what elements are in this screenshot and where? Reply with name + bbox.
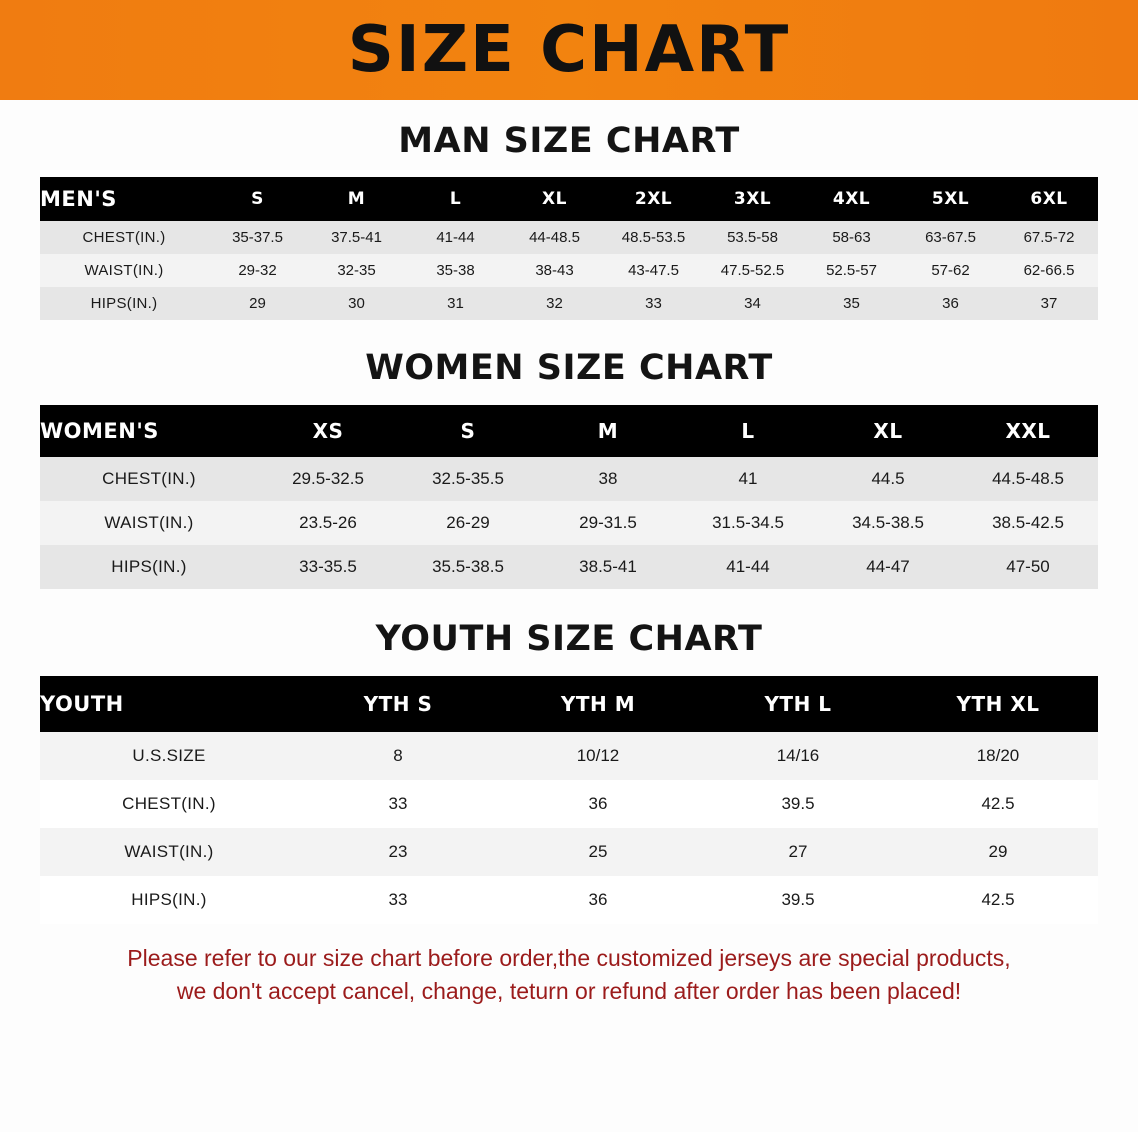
table-cell: 67.5-72 <box>1000 221 1098 254</box>
table-cell: 38.5-42.5 <box>958 501 1098 545</box>
row-label: HIPS(IN.) <box>40 545 258 589</box>
youth-header-label: YOUTH <box>40 676 298 732</box>
table-cell: 36 <box>498 876 698 924</box>
table-header-row <box>40 405 1098 457</box>
table-cell: 37.5-41 <box>307 221 406 254</box>
table-cell: 42.5 <box>898 876 1098 924</box>
page-banner <box>0 0 1138 100</box>
table-cell: 32-35 <box>307 254 406 287</box>
table-cell: 38 <box>538 457 678 501</box>
table-row <box>40 732 1098 780</box>
table-cell: 33-35.5 <box>258 545 398 589</box>
youth-header-cell: YTH S <box>298 676 498 732</box>
table-header-row <box>40 177 1098 221</box>
table-cell: 27 <box>698 828 898 876</box>
policy-note-line-1: Please refer to our size chart before order,the customized jerseys are special products, <box>127 945 1011 971</box>
table-cell: 29-32 <box>208 254 307 287</box>
table-cell: 35-37.5 <box>208 221 307 254</box>
table-cell: 29 <box>898 828 1098 876</box>
table-cell: 32 <box>505 287 604 320</box>
table-cell: 25 <box>498 828 698 876</box>
table-row <box>40 287 1098 320</box>
table-cell: 48.5-53.5 <box>604 221 703 254</box>
table-row <box>40 828 1098 876</box>
table-cell: 44.5 <box>818 457 958 501</box>
row-label: WAIST(IN.) <box>40 254 208 287</box>
table-cell: 8 <box>298 732 498 780</box>
table-row <box>40 254 1098 287</box>
table-cell: 41 <box>678 457 818 501</box>
table-cell: 31.5-34.5 <box>678 501 818 545</box>
table-cell: 35.5-38.5 <box>398 545 538 589</box>
man-section-title: MAN SIZE CHART <box>398 121 740 161</box>
table-cell: 34 <box>703 287 802 320</box>
women-size-table <box>40 405 1098 589</box>
women-table-wrap <box>0 405 1138 589</box>
youth-header-cell: YTH XL <box>898 676 1098 732</box>
table-cell: 33 <box>298 876 498 924</box>
table-cell: 44-48.5 <box>505 221 604 254</box>
table-cell: 39.5 <box>698 780 898 828</box>
table-cell: 47.5-52.5 <box>703 254 802 287</box>
men-header-cell: 2XL <box>604 177 703 221</box>
table-cell: 37 <box>1000 287 1098 320</box>
table-cell: 36 <box>901 287 1000 320</box>
table-cell: 63-67.5 <box>901 221 1000 254</box>
table-cell: 62-66.5 <box>1000 254 1098 287</box>
table-cell: 42.5 <box>898 780 1098 828</box>
table-cell: 29.5-32.5 <box>258 457 398 501</box>
table-cell: 53.5-58 <box>703 221 802 254</box>
table-cell: 18/20 <box>898 732 1098 780</box>
table-cell: 33 <box>604 287 703 320</box>
women-header-cell: XS <box>258 405 398 457</box>
row-label: WAIST(IN.) <box>40 501 258 545</box>
table-cell: 31 <box>406 287 505 320</box>
men-header-cell: L <box>406 177 505 221</box>
row-label: HIPS(IN.) <box>40 287 208 320</box>
row-label: HIPS(IN.) <box>40 876 298 924</box>
table-cell: 36 <box>498 780 698 828</box>
table-cell: 52.5-57 <box>802 254 901 287</box>
table-cell: 44-47 <box>818 545 958 589</box>
table-cell: 43-47.5 <box>604 254 703 287</box>
page-title: SIZE CHART <box>347 13 791 87</box>
table-cell: 44.5-48.5 <box>958 457 1098 501</box>
table-cell: 41-44 <box>406 221 505 254</box>
table-cell: 35 <box>802 287 901 320</box>
men-header-cell: M <box>307 177 406 221</box>
women-section-title: WOMEN SIZE CHART <box>365 348 773 388</box>
table-cell: 33 <box>298 780 498 828</box>
men-header-cell: 3XL <box>703 177 802 221</box>
table-cell: 38-43 <box>505 254 604 287</box>
women-header-cell: L <box>678 405 818 457</box>
table-cell: 32.5-35.5 <box>398 457 538 501</box>
row-label: CHEST(IN.) <box>40 457 258 501</box>
table-cell: 14/16 <box>698 732 898 780</box>
table-cell: 34.5-38.5 <box>818 501 958 545</box>
row-label: WAIST(IN.) <box>40 828 298 876</box>
table-cell: 23.5-26 <box>258 501 398 545</box>
men-header-cell: 4XL <box>802 177 901 221</box>
table-cell: 29-31.5 <box>538 501 678 545</box>
table-row <box>40 780 1098 828</box>
men-header-cell: XL <box>505 177 604 221</box>
table-row <box>40 457 1098 501</box>
men-header-cell: 6XL <box>1000 177 1098 221</box>
women-header-cell: M <box>538 405 678 457</box>
men-header-label: MEN'S <box>40 177 208 221</box>
policy-note <box>34 942 1104 1007</box>
table-row <box>40 221 1098 254</box>
table-cell: 41-44 <box>678 545 818 589</box>
row-label: U.S.SIZE <box>40 732 298 780</box>
table-cell: 30 <box>307 287 406 320</box>
women-header-cell: S <box>398 405 538 457</box>
table-header-row <box>40 676 1098 732</box>
table-cell: 47-50 <box>958 545 1098 589</box>
table-cell: 39.5 <box>698 876 898 924</box>
youth-header-cell: YTH M <box>498 676 698 732</box>
women-header-cell: XL <box>818 405 958 457</box>
man-table-wrap <box>0 177 1138 320</box>
women-header-label: WOMEN'S <box>40 405 258 457</box>
row-label: CHEST(IN.) <box>40 221 208 254</box>
youth-section-title: YOUTH SIZE CHART <box>375 619 763 659</box>
youth-header-cell: YTH L <box>698 676 898 732</box>
youth-size-table <box>40 676 1098 924</box>
table-cell: 26-29 <box>398 501 538 545</box>
table-row <box>40 545 1098 589</box>
men-header-cell: S <box>208 177 307 221</box>
table-cell: 23 <box>298 828 498 876</box>
table-row <box>40 876 1098 924</box>
table-cell: 10/12 <box>498 732 698 780</box>
table-cell: 29 <box>208 287 307 320</box>
table-row <box>40 501 1098 545</box>
youth-table-wrap <box>0 676 1138 924</box>
row-label: CHEST(IN.) <box>40 780 298 828</box>
men-size-table <box>40 177 1098 320</box>
table-cell: 57-62 <box>901 254 1000 287</box>
men-header-cell: 5XL <box>901 177 1000 221</box>
table-cell: 58-63 <box>802 221 901 254</box>
women-header-cell: XXL <box>958 405 1098 457</box>
policy-note-line-2: we don't accept cancel, change, teturn or refund after order has been placed! <box>176 977 962 1004</box>
table-cell: 35-38 <box>406 254 505 287</box>
table-cell: 38.5-41 <box>538 545 678 589</box>
